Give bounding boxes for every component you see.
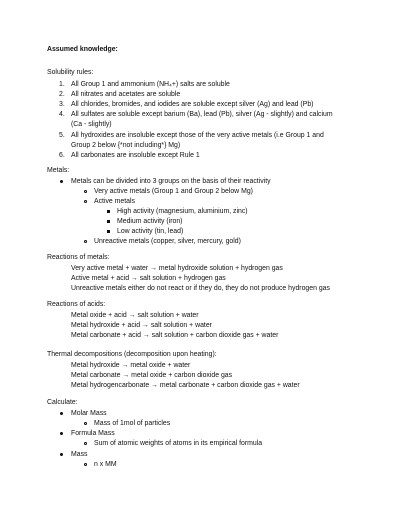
rule-text: All Group 1 and ammonium (NH₄+) salts are soluble	[71, 81, 230, 88]
rule-text-continued: Group 2 below {*not including*} Mg)	[71, 142, 181, 149]
rule-number: 3.	[59, 101, 65, 108]
decomposition-line: Metal carbonate → metal oxide + carbon dioxide gas	[71, 372, 233, 379]
bullet-disc-icon	[60, 453, 63, 456]
high-activity: High activity (magnesium, aluminium, zinc)	[117, 208, 248, 215]
metals-title: Metals:	[47, 167, 70, 174]
low-activity: Low activity (tin, lead)	[117, 228, 184, 235]
rule-number: 2.	[59, 91, 65, 98]
medium-activity: Medium activity (iron)	[117, 218, 183, 225]
molar-mass: Molar Mass	[71, 410, 107, 417]
heading: Assumed knowledge:	[47, 46, 118, 53]
molar-mass-definition: Mass of 1mol of particles	[94, 420, 171, 427]
rule-text: All sulfates are soluble except barium (Ba), lead (Pb), silver (Ag - slightly) and calcium	[71, 111, 333, 118]
rule-number: 6.	[59, 152, 65, 159]
decomposition-line: Metal hydrogencarbonate → metal carbonate + carbon dioxide gas + water	[71, 382, 300, 389]
bullet-circle-icon	[84, 463, 87, 466]
solubility-title: Solubility rules:	[47, 69, 94, 76]
bullet-circle-icon	[84, 200, 87, 203]
rule-text: All chlorides, bromides, and iodides are soluble except silver (Ag) and lead (Pb)	[71, 101, 314, 108]
reaction-line: Very active metal + water → metal hydroxide solution + hydrogen gas	[71, 265, 283, 272]
reaction-line: Metal carbonate + acid → salt solution + carbon dioxide gas + water	[71, 332, 279, 339]
reaction-line: Unreactive metals either do not react or if they do, they do not produce hydrogen gas	[71, 285, 330, 292]
bullet-circle-icon	[84, 422, 87, 425]
reaction-line: Metal oxide + acid → salt solution + water	[71, 312, 199, 319]
active-metals: Active metals	[94, 198, 135, 205]
formula-mass: Formula Mass	[71, 430, 115, 437]
bullet-disc-icon	[60, 180, 63, 183]
calculate-title: Calculate:	[47, 399, 78, 406]
mass: Mass	[71, 451, 88, 458]
reaction-line: Metal hydroxide + acid → salt solution + water	[71, 322, 212, 329]
rule-text: All carbonates are insoluble except Rule 1	[71, 152, 200, 159]
rule-text: All nitrates and acetates are soluble	[71, 91, 181, 98]
bullet-disc-icon	[60, 412, 63, 415]
decomposition-line: Metal hydroxide → metal oxide + water	[71, 362, 191, 369]
rule-number: 4.	[59, 111, 65, 118]
reactions-metals-title: Reactions of metals:	[47, 254, 110, 261]
bullet-disc-icon	[60, 432, 63, 435]
thermal-title: Thermal decompositions (decomposition upon heating):	[47, 351, 217, 358]
bullet-circle-icon	[84, 442, 87, 445]
bullet-square-icon	[107, 210, 110, 213]
mass-definition: n x MM	[94, 461, 117, 468]
rule-number: 1.	[59, 81, 65, 88]
bullet-circle-icon	[84, 240, 87, 243]
bullet-square-icon	[107, 220, 110, 223]
unreactive-metals: Unreactive metals (copper, silver, mercury, gold)	[94, 238, 241, 245]
reactions-acids-title: Reactions of acids:	[47, 301, 106, 308]
rule-text-continued: (Ca - slightly)	[71, 121, 112, 128]
rule-text: All hydroxides are insoluble except those of the very active metals (i.e Group 1 and	[71, 132, 324, 139]
reaction-line: Active metal + acid → salt solution + hydrogen gas	[71, 275, 226, 282]
formula-mass-definition: Sum of atomic weights of atoms in its empirical formula	[94, 440, 263, 447]
rule-number: 5.	[59, 132, 65, 139]
bullet-circle-icon	[84, 190, 87, 193]
bullet-square-icon	[107, 230, 110, 233]
very-active-metals: Very active metals (Group 1 and Group 2 below Mg)	[94, 188, 253, 195]
metals-intro: Metals can be divided into 3 groups on the basis of their reactivity	[71, 178, 271, 185]
